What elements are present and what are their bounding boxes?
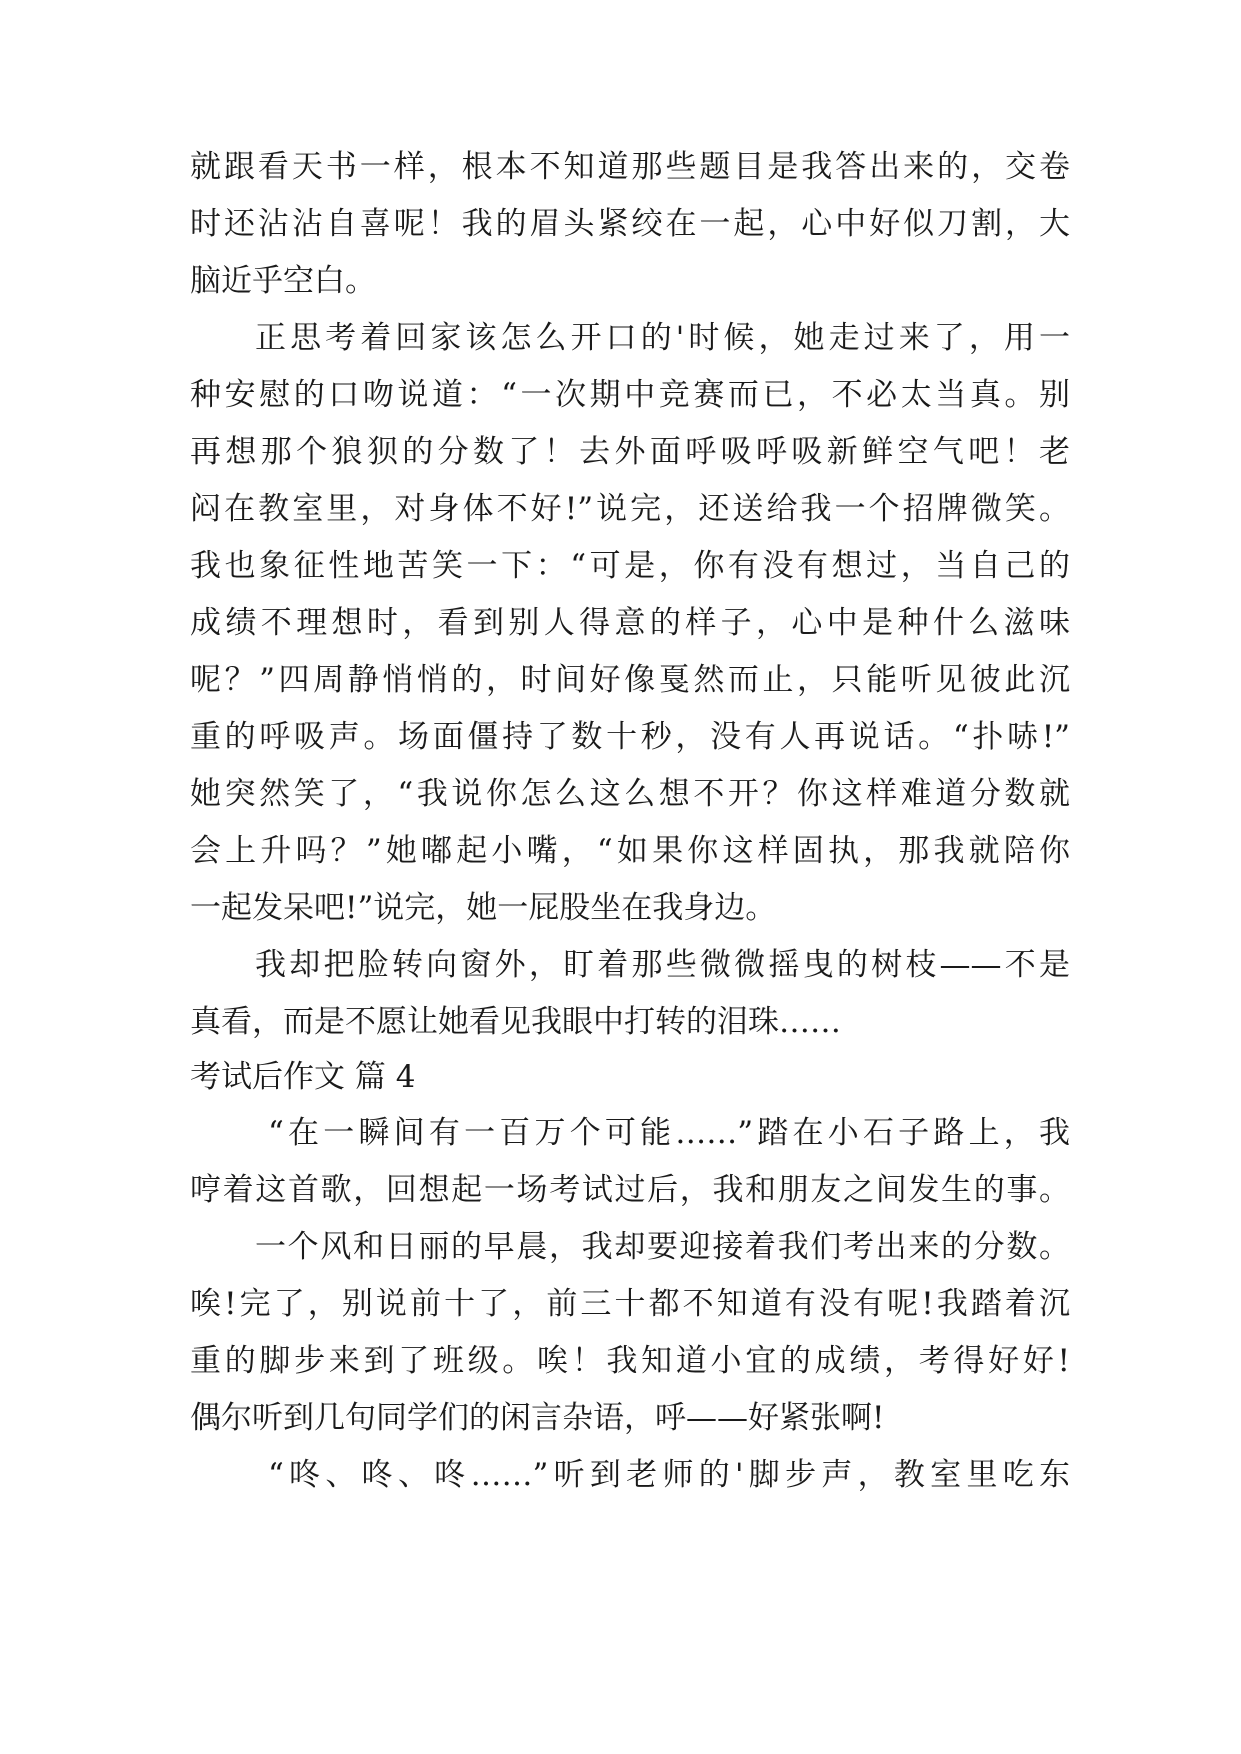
text-line: 时还沾沾自喜呢！我的眉头紧绞在一起，心中好似刀割，大 bbox=[190, 206, 1070, 242]
text-line: 哼着这首歌，回想起一场考试过后，我和朋友之间发生的事。 bbox=[190, 1172, 1070, 1208]
text-line: 唉!完了，别说前十了，前三十都不知道有没有呢!我踏着沉 bbox=[190, 1286, 1070, 1322]
section-heading: 考试后作文 篇 4 bbox=[190, 1059, 416, 1095]
paragraph-start-line: 正思考着回家该怎么开口的'时候，她走过来了，用一 bbox=[255, 320, 1070, 356]
text-line: 重的呼吸声。场面僵持了数十秒，没有人再说话。“扑哧!” bbox=[190, 719, 1070, 755]
text-line: 种安慰的口吻说道：“一次期中竞赛而已，不必太当真。别 bbox=[190, 377, 1070, 413]
paragraph-start-line: 我却把脸转向窗外，盯着那些微微摇曳的树枝——不是 bbox=[255, 947, 1070, 983]
text-line: 真看，而是不愿让她看见我眼中打转的泪珠…… bbox=[190, 1004, 841, 1040]
paragraph-start-line: 一个风和日丽的早晨，我却要迎接着我们考出来的分数。 bbox=[255, 1229, 1070, 1265]
paragraph-start-line: “在一瞬间有一百万个可能……”踏在小石子路上，我 bbox=[268, 1115, 1070, 1151]
text-line: 就跟看天书一样，根本不知道那些题目是我答出来的，交卷 bbox=[190, 149, 1070, 185]
text-line: 脑近乎空白。 bbox=[190, 263, 376, 299]
text-line: 呢？”四周静悄悄的，时间好像戛然而止，只能听见彼此沉 bbox=[190, 662, 1070, 698]
text-line: 她突然笑了，“我说你怎么这么想不开？你这样难道分数就 bbox=[190, 776, 1070, 812]
text-line: 成绩不理想时，看到别人得意的样子，心中是种什么滋味 bbox=[190, 605, 1070, 641]
text-line: 一起发呆吧!”说完，她一屁股坐在我身边。 bbox=[190, 890, 777, 926]
text-line: 重的脚步来到了班级。唉！我知道小宜的成绩，考得好好! bbox=[190, 1343, 1070, 1379]
text-line: 再想那个狼狈的分数了！去外面呼吸呼吸新鲜空气吧！老 bbox=[190, 434, 1070, 470]
text-line: 会上升吗？”她嘟起小嘴，“如果你这样固执，那我就陪你 bbox=[190, 833, 1070, 869]
text-line: 闷在教室里，对身体不好!”说完，还送给我一个招牌微笑。 bbox=[190, 491, 1070, 527]
paragraph-start-line: “咚、咚、咚……”听到老师的'脚步声，教室里吃东 bbox=[268, 1457, 1070, 1493]
text-line: 偶尔听到几句同学们的闲言杂语，呼——好紧张啊! bbox=[190, 1400, 885, 1436]
text-line: 我也象征性地苦笑一下：“可是，你有没有想过，当自己的 bbox=[190, 548, 1070, 584]
